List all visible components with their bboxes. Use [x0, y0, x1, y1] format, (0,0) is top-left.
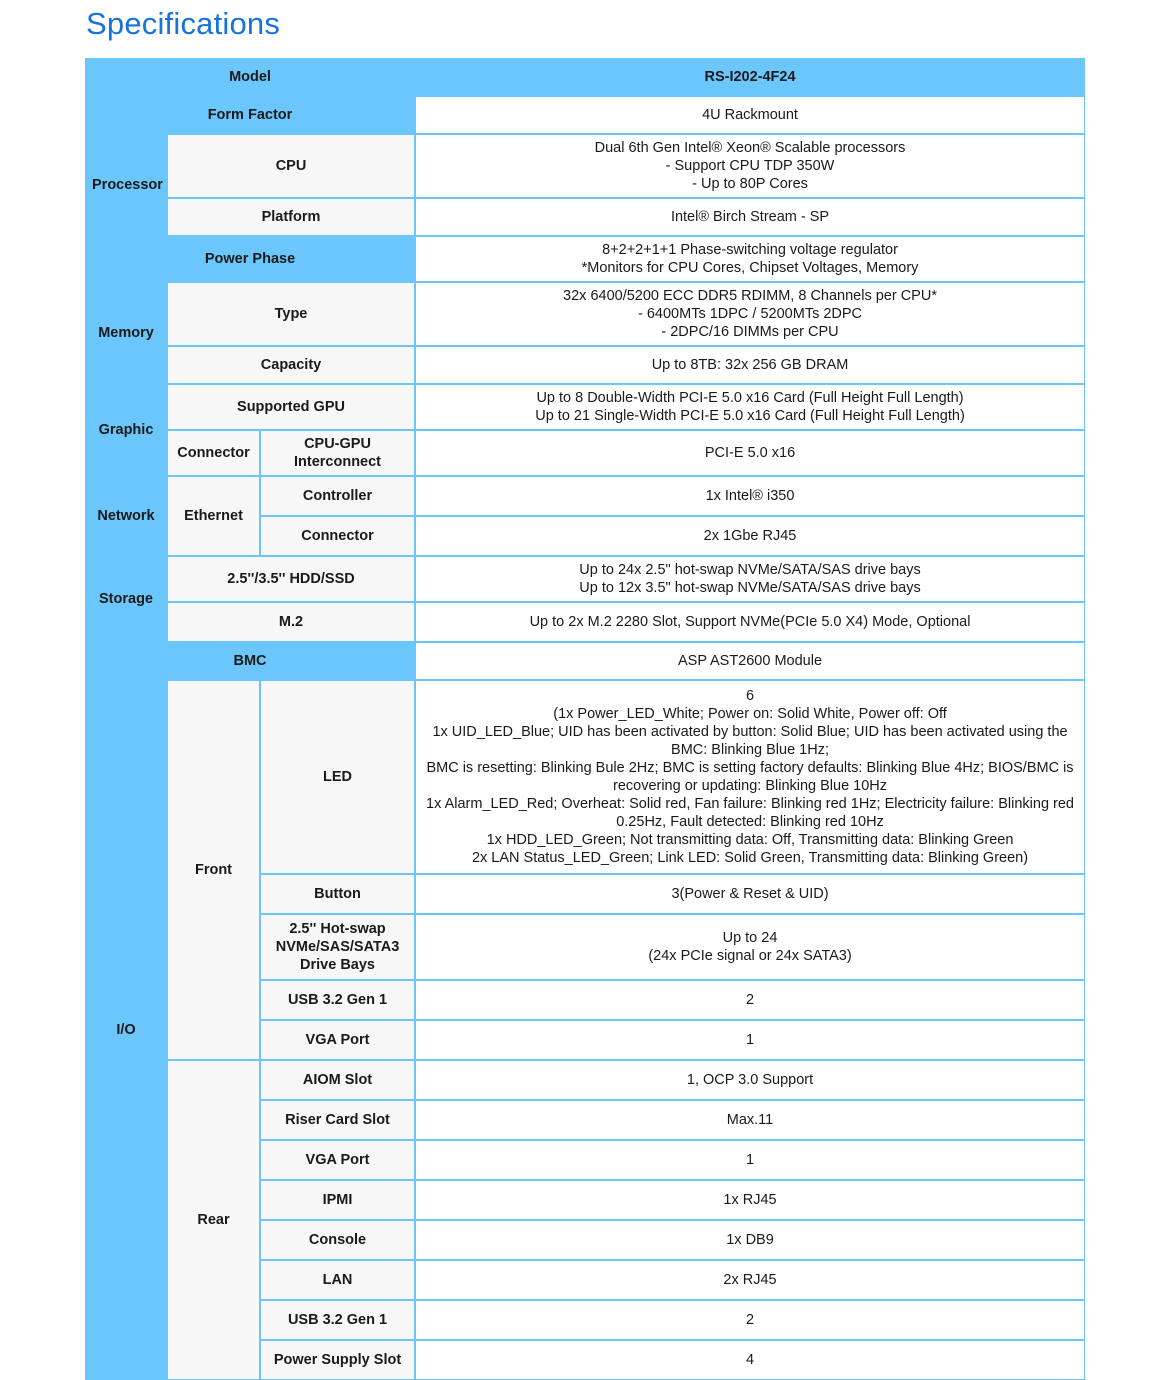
rear-ipmi-label: IPMI	[260, 1180, 415, 1220]
table-row-platform	[85, 198, 1085, 236]
table-row-hdd-ssd	[85, 556, 1085, 602]
category-storage: Storage	[85, 556, 167, 642]
bmc-label: BMC	[85, 642, 415, 680]
ethernet-label: Ethernet	[167, 476, 260, 556]
hdd-ssd-line-1: Up to 24x 2.5" hot-swap NVMe/SATA/SAS drive bays	[579, 562, 921, 578]
front-drive-bays-label-line-1: 2.5'' Hot-swap	[289, 921, 386, 937]
memory-capacity-label: Capacity	[167, 346, 415, 384]
ethernet-connector-label: Connector	[260, 516, 415, 556]
front-usb-label: USB 3.2 Gen 1	[260, 980, 415, 1020]
front-drive-bays-value	[415, 914, 1085, 980]
hdd-ssd-label: 2.5''/3.5'' HDD/SSD	[167, 556, 415, 602]
specifications-table	[85, 58, 1085, 1380]
led-value	[415, 680, 1085, 874]
memory-capacity-value: Up to 8TB: 32x 256 GB DRAM	[415, 346, 1085, 384]
power-phase-line-1: 8+2+2+1+1 Phase-switching voltage regulator	[602, 242, 898, 258]
cpu-value	[415, 134, 1085, 198]
table-row-cpu-gpu-interconnect	[85, 430, 1085, 476]
cpu-gpu-interconnect-label-line-1: CPU-GPU	[304, 436, 371, 452]
power-phase-label: Power Phase	[85, 236, 415, 282]
header-label: Model	[85, 58, 415, 96]
category-processor: Processor	[85, 134, 167, 236]
rear-ipmi-value: 1x RJ45	[415, 1180, 1085, 1220]
led-line-5: 1x Alarm_LED_Red; Overheat: Solid red, Fan failure: Blinking red 1Hz; Electricity failure: Blinking red 0.25Hz, Fault detected: Blinking red 10Hz	[426, 796, 1074, 830]
cpu-line-2: - Support CPU TDP 350W	[665, 158, 835, 174]
m2-value: Up to 2x M.2 2280 Slot, Support NVMe(PCIe 5.0 X4) Mode, Optional	[415, 602, 1085, 642]
led-line-3: 1x UID_LED_Blue; UID has been activated by button: Solid Blue; UID has been activated using the BMC: Blinking Blue 1Hz;	[432, 724, 1068, 758]
led-line-6: 1x HDD_LED_Green; Not transmitting data: Off, Transmitting data: Blinking Green	[486, 832, 1014, 848]
table-row-cpu	[85, 134, 1085, 198]
memory-type-line-3: - 2DPC/16 DIMMs per CPU	[661, 324, 839, 340]
form-factor-value: 4U Rackmount	[415, 96, 1085, 134]
bmc-value: ASP AST2600 Module	[415, 642, 1085, 680]
header-value: RS-I202-4F24	[415, 58, 1085, 96]
front-vga-value: 1	[415, 1020, 1085, 1060]
front-vga-label: VGA Port	[260, 1020, 415, 1060]
front-usb-value: 2	[415, 980, 1085, 1020]
rear-lan-value: 2x RJ45	[415, 1260, 1085, 1300]
cpu-gpu-interconnect-label-line-2: Interconnect	[294, 454, 382, 470]
category-io: I/O	[85, 680, 167, 1380]
rear-lan-label: LAN	[260, 1260, 415, 1300]
hdd-ssd-line-2: Up to 12x 3.5" hot-swap NVMe/SATA/SAS drive bays	[579, 580, 921, 596]
front-drive-bays-label-line-3: Drive Bays	[300, 957, 375, 973]
front-drive-bays-label-line-2: NVMe/SAS/SATA3	[275, 939, 400, 955]
table-row-memory-capacity	[85, 346, 1085, 384]
category-graphic: Graphic	[85, 384, 167, 476]
cpu-gpu-interconnect-value: PCI-E 5.0 x16	[415, 430, 1085, 476]
hdd-ssd-value	[415, 556, 1085, 602]
platform-value: Intel® Birch Stream - SP	[415, 198, 1085, 236]
table-row-ethernet-controller	[85, 476, 1085, 516]
rear-console-value: 1x DB9	[415, 1220, 1085, 1260]
front-label: Front	[167, 680, 260, 1060]
rear-console-label: Console	[260, 1220, 415, 1260]
led-line-1: 6	[745, 688, 755, 704]
supported-gpu-line-1: Up to 8 Double-Width PCI-E 5.0 x16 Card (Full Height Full Length)	[536, 390, 964, 406]
memory-type-line-2: - 6400MTs 1DPC / 5200MTs 2DPC	[638, 306, 863, 322]
supported-gpu-value	[415, 384, 1085, 430]
ethernet-controller-label: Controller	[260, 476, 415, 516]
led-label: LED	[260, 680, 415, 874]
supported-gpu-line-2: Up to 21 Single-Width PCI-E 5.0 x16 Card (Full Height Full Length)	[535, 408, 965, 424]
cpu-label: CPU	[167, 134, 415, 198]
form-factor-label: Form Factor	[85, 96, 415, 134]
table-row-memory-type	[85, 282, 1085, 346]
rear-riser-label: Riser Card Slot	[260, 1100, 415, 1140]
front-drive-bays-line-1: Up to 24	[722, 930, 778, 946]
power-phase-value	[415, 236, 1085, 282]
front-button-label: Button	[260, 874, 415, 914]
graphic-connector-label: Connector	[167, 430, 260, 476]
memory-type-label: Type	[167, 282, 415, 346]
table-row-front-led	[85, 680, 1085, 874]
front-drive-bays-line-2: (24x PCIe signal or 24x SATA3)	[648, 948, 852, 964]
table-row-m2	[85, 602, 1085, 642]
ethernet-connector-value: 2x 1Gbe RJ45	[415, 516, 1085, 556]
rear-usb-value: 2	[415, 1300, 1085, 1340]
rear-vga-value: 1	[415, 1140, 1085, 1180]
front-drive-bays-label	[260, 914, 415, 980]
table-row-model	[85, 58, 1085, 96]
front-button-value: 3(Power & Reset & UID)	[415, 874, 1085, 914]
table-row-bmc	[85, 642, 1085, 680]
memory-type-line-1: 32x 6400/5200 ECC DDR5 RDIMM, 8 Channels per CPU*	[563, 288, 937, 304]
led-line-2: (1x Power_LED_White; Power on: Solid White, Power off: Off	[553, 706, 947, 722]
table-row-form-factor	[85, 96, 1085, 134]
table-row-power-phase	[85, 236, 1085, 282]
rear-vga-label: VGA Port	[260, 1140, 415, 1180]
power-phase-line-2: *Monitors for CPU Cores, Chipset Voltages, Memory	[581, 260, 919, 276]
supported-gpu-label: Supported GPU	[167, 384, 415, 430]
led-line-7: 2x LAN Status_LED_Green; Link LED: Solid Green, Transmitting data: Blinking Green)	[471, 850, 1029, 866]
table-row-rear-aiom	[85, 1060, 1085, 1100]
rear-aiom-value: 1, OCP 3.0 Support	[415, 1060, 1085, 1100]
platform-label: Platform	[167, 198, 415, 236]
cpu-line-3: - Up to 80P Cores	[692, 176, 808, 192]
table-row-supported-gpu	[85, 384, 1085, 430]
cpu-line-1: Dual 6th Gen Intel® Xeon® Scalable processors	[594, 140, 906, 156]
led-line-4: BMC is resetting: Blinking Bule 2Hz; BMC is setting factory defaults: Blinking Blue 4Hz; BIOS/BMC is recovering or updating: Blinking Blue 10Hz	[426, 760, 1074, 794]
rear-aiom-label: AIOM Slot	[260, 1060, 415, 1100]
ethernet-controller-value: 1x Intel® i350	[415, 476, 1085, 516]
category-memory: Memory	[85, 282, 167, 384]
rear-label: Rear	[167, 1060, 260, 1380]
page-title: Specifications	[86, 6, 281, 41]
rear-usb-label: USB 3.2 Gen 1	[260, 1300, 415, 1340]
category-network: Network	[85, 476, 167, 556]
m2-label: M.2	[167, 602, 415, 642]
cpu-gpu-interconnect-label	[260, 430, 415, 476]
rear-riser-value: Max.11	[415, 1100, 1085, 1140]
rear-psu-value: 4	[415, 1340, 1085, 1380]
rear-psu-label: Power Supply Slot	[260, 1340, 415, 1380]
memory-type-value	[415, 282, 1085, 346]
